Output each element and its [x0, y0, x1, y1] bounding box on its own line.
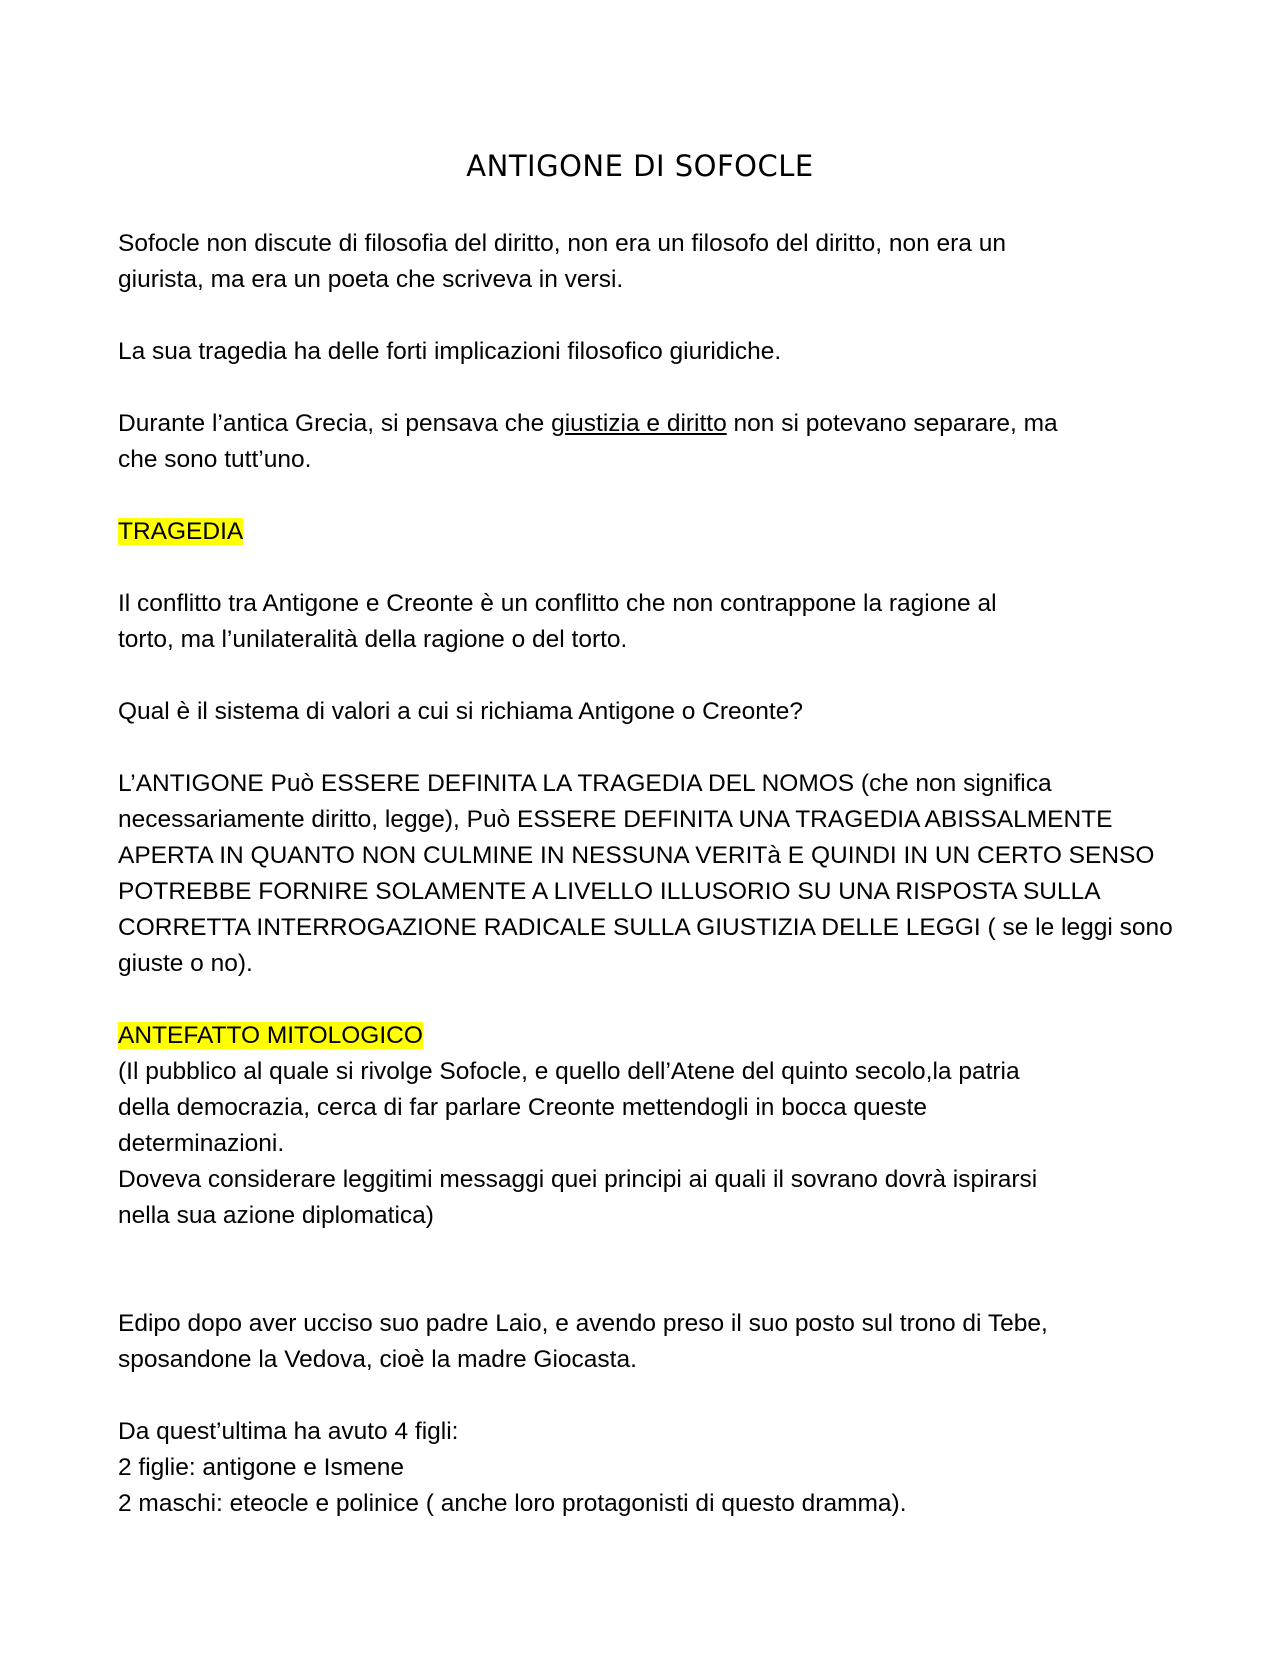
- underlined-giustizia-diritto: giustizia e diritto: [551, 410, 727, 437]
- document-body: [118, 226, 1198, 1522]
- paragraph-pubblico: (Il pubblico al quale si rivolge Sofocle, e quello dell’Atene del quinto secolo,la patria della democrazia, cerca di far parlare Creonte mettendogli in bocca queste determinazioni. Doveva considerare leggitimi messaggi quei principi ai quali il sovrano dovrà ispirarsi nella sua azione diplomatica): [118, 1058, 1038, 1229]
- paragraph-grecia-start: Durante l’antica Grecia, si pensava che: [118, 410, 552, 437]
- paragraph-sistema-valori: Qual è il sistema di valori a cui si richiama Antigone o Creonte?: [118, 698, 803, 725]
- heading-tragedia: [118, 514, 1198, 550]
- document-title: ANTIGONE DI SOFOCLE: [466, 149, 814, 183]
- highlight-tragedia: TRAGEDIA: [118, 518, 244, 545]
- paragraph-sofocle: Sofocle non discute di filosofia del diritto, non era un filosofo del diritto, non era un giurista, ma era un poeta che scriveva in versi.: [118, 230, 1006, 293]
- paragraph-nomos: L’ANTIGONE Può ESSERE DEFINITA LA TRAGEDIA DEL NOMOS (che non significa necessariamente diritto, legge), Può ESSERE DEFINITA UNA TRAGEDIA ABISSALMENTE APERTA IN QUANTO NON CULMINE IN NESSUNA VERITà E QUINDI IN UN CERTO SENSO POTREBBE FORNIRE SOLAMENTE A LIVELLO ILLUSORIO SU UNA RISPOSTA SULLA CORRETTA INTERROGAZIONE RADICALE SULLA GIUSTIZIA DELLE LEGGI ( se le leggi sono giuste o no).: [118, 770, 1173, 977]
- heading-antefatto: [118, 1018, 1198, 1054]
- paragraph-grecia-end: non si potevano separare, ma che sono tutt’uno.: [118, 410, 1058, 473]
- paragraph-tragedia-implicazioni: La sua tragedia ha delle forti implicazioni filosofico giuridiche.: [118, 338, 782, 365]
- paragraph-grecia: [118, 406, 1198, 478]
- paragraph-conflitto: Il conflitto tra Antigone e Creonte è un conflitto che non contrappone la ragione al torto, ma l’unilateralità della ragione o del torto.: [118, 590, 997, 653]
- paragraph-edipo: Edipo dopo aver ucciso suo padre Laio, e avendo preso il suo posto sul trono di Tebe, sposandone la Vedova, cioè la madre Giocasta.: [118, 1310, 1048, 1373]
- highlight-antefatto: ANTEFATTO MITOLOGICO: [118, 1022, 423, 1049]
- paragraph-figli: Da quest’ultima ha avuto 4 figli: 2 figlie: antigone e Ismene 2 maschi: eteocle e polinice ( anche loro protagonisti di questo dramma).: [118, 1418, 907, 1517]
